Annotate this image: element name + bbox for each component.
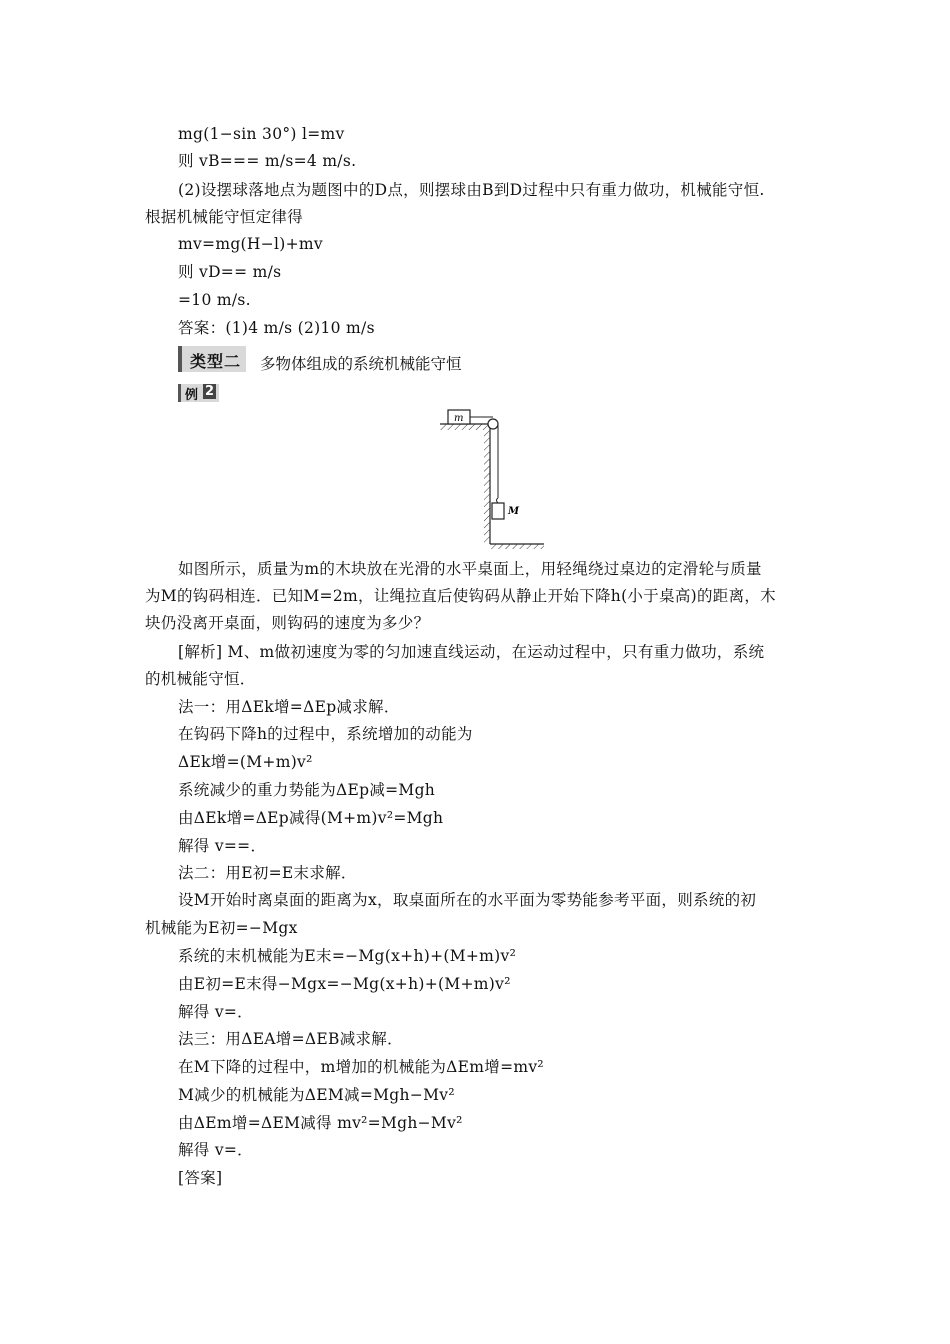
example-label: 例	[185, 388, 199, 403]
solution-line: 在M下降的过程中，m增加的机械能为ΔEm增=mv²	[178, 1058, 544, 1076]
solution-line: 由E初=E末得−Mgx=−Mg(x+h)+(M+m)v²	[178, 975, 511, 993]
pulley	[488, 419, 498, 429]
equation-line: =10 m/s.	[178, 291, 251, 309]
weight-M	[492, 503, 504, 519]
block-label: m	[454, 413, 464, 424]
equation-line: mv=mg(H−l)+mv	[178, 235, 323, 253]
text-line: (2)设摆球落地点为题图中的D点，则摆球由B到D过程中只有重力做功，机械能守恒.	[178, 181, 765, 199]
solution-line: 法二：用E初=E末求解．	[178, 864, 357, 882]
solution-line: 系统减少的重力势能为ΔEp减=Mgh	[178, 781, 436, 799]
solution-line: 系统的末机械能为E末=−Mg(x+h)+(M+m)v²	[178, 947, 517, 965]
problem-line: 如图所示，质量为m的木块放在光滑的水平桌面上，用轻绳绕过桌边的定滑轮与质量	[178, 560, 762, 578]
solution-line: 设M开始时离桌面的距离为x，取桌面所在的水平面为零势能参考平面，则系统的初	[178, 891, 757, 909]
equation-line: 则 vB=== m/s=4 m/s.	[178, 152, 357, 170]
solution-line: [答案]	[178, 1169, 223, 1187]
solution-line: 由ΔEk增=ΔEp减得(M+m)v²=Mgh	[178, 809, 444, 827]
solution-line: 机械能为E初=−Mgx	[145, 919, 298, 937]
hook	[497, 498, 499, 503]
solution-line: 法一：用ΔEk增=ΔEp减求解．	[178, 698, 400, 716]
solution-line: 解得 v=．	[178, 1003, 253, 1021]
equation-line: mg(1−sin 30°) l=mv	[178, 125, 345, 143]
weight-label: M	[508, 506, 520, 517]
example-number: 2	[205, 384, 215, 399]
solution-line: 的机械能守恒．	[145, 670, 256, 688]
problem-line: 为M的钩码相连．已知M=2m，让绳拉直后使钩码从静止开始下降h(小于桌高)的距离，木	[145, 587, 776, 605]
section-badge	[178, 346, 246, 372]
equation-line: 则 vD== m/s	[178, 263, 282, 281]
solution-line: ΔEk增=(M+m)v²	[178, 753, 313, 771]
answer-line: 答案：(1)4 m/s (2)10 m/s	[178, 319, 375, 337]
problem-line: 块仍没离开桌面，则钩码的速度为多少？	[145, 614, 430, 632]
solution-line: 在钩码下降h的过程中，系统增加的动能为	[178, 725, 473, 743]
section-badge-label: 类型二	[190, 352, 242, 371]
floor-hatch	[490, 544, 544, 549]
pulley-diagram	[438, 404, 548, 550]
table-top-hatch	[440, 424, 490, 430]
section-title: 多物体组成的系统机械能守恒	[260, 355, 462, 373]
solution-line: M减少的机械能为ΔEM减=Mgh−Mv²	[178, 1086, 455, 1104]
solution-line: 法三：用ΔEA增=ΔEB减求解．	[178, 1030, 403, 1048]
solution-line: [解析] M、m做初速度为零的匀加速直线运动，在运动过程中，只有重力做功，系统	[178, 643, 765, 661]
text-line: 根据机械能守恒定律得	[145, 208, 304, 226]
solution-line: 解得 v==．	[178, 837, 267, 855]
solution-line: 由ΔEm增=ΔEM减得 mv²=Mgh−Mv²	[178, 1114, 463, 1132]
example-badge	[178, 384, 219, 402]
solution-line: 解得 v=．	[178, 1141, 253, 1159]
table-side-hatch	[484, 430, 490, 544]
